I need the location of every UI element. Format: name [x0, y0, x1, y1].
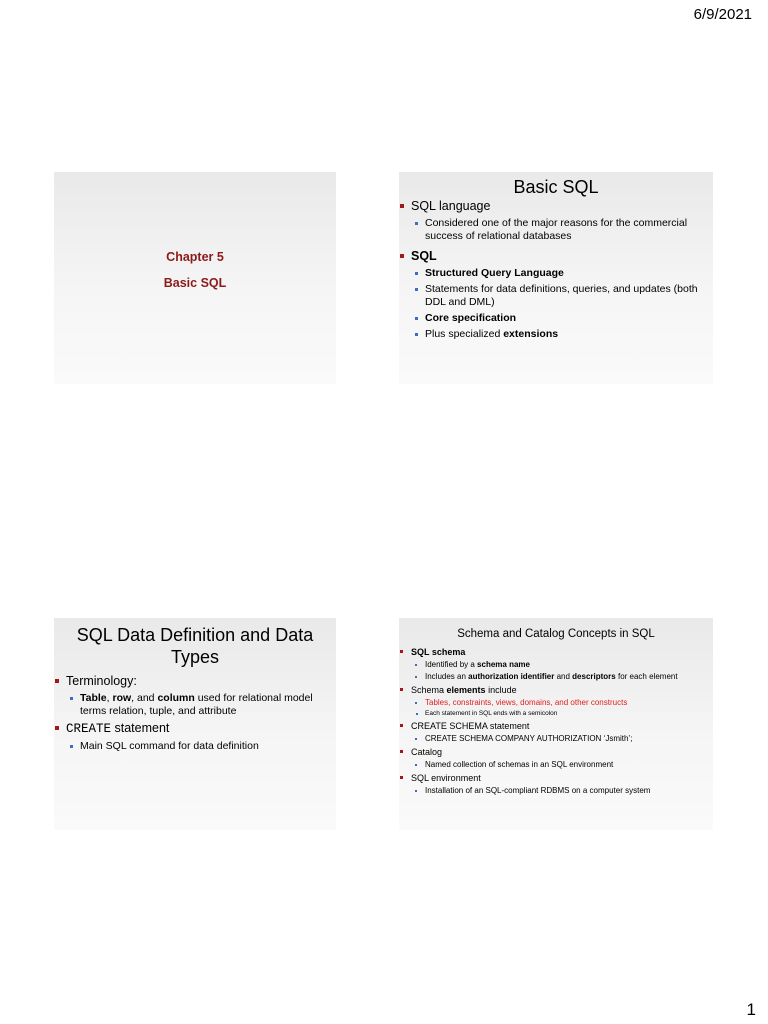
- bullet-square-icon: [70, 697, 73, 700]
- bullet-square-icon: [400, 204, 404, 208]
- page-number: 1: [746, 1000, 756, 1019]
- bullet-square-icon: [400, 254, 404, 258]
- bullet-square-icon: [400, 650, 403, 653]
- bullet-create-schema: CREATE SCHEMA statement: [399, 721, 713, 732]
- bullet-sql-schema: SQL schema: [399, 647, 713, 658]
- bullet-square-icon: [400, 776, 403, 779]
- bullet-square-icon: [415, 790, 417, 792]
- bullet-square-icon: [415, 333, 418, 336]
- bullet-square-icon: [415, 702, 417, 704]
- bullet-sql: SQL: [399, 249, 713, 264]
- chapter-name: Basic SQL: [163, 276, 227, 290]
- bullet-square-icon: [416, 713, 418, 715]
- bullet-square-icon: [415, 272, 418, 275]
- sub-bullet: Core specification: [413, 312, 713, 325]
- sub-bullet: Named collection of schemas in an SQL environment: [413, 760, 713, 770]
- slide-title: Basic SQL: [513, 177, 599, 197]
- bullet-schema-elements: Schema elements include: [399, 685, 713, 696]
- bullet-square-icon: [55, 726, 59, 730]
- bullet-sql-language: SQL language: [399, 199, 713, 214]
- bullet-square-icon: [415, 676, 417, 678]
- bullet-sql-environment: SQL environment: [399, 773, 713, 784]
- sub-bullet: Main SQL command for data definition: [68, 740, 336, 753]
- handout-date: 6/9/2021: [693, 6, 752, 23]
- slide-schema-catalog: [399, 618, 713, 830]
- sub-sub-bullet: Each statement in SQL ends with a semicolon: [413, 710, 713, 718]
- bullet-square-icon: [415, 317, 418, 320]
- sub-bullet: CREATE SCHEMA COMPANY AUTHORIZATION ‘Jsmith’;: [413, 734, 713, 744]
- sub-bullet: Plus specialized extensions: [413, 328, 713, 341]
- bullet-square-icon: [415, 288, 418, 291]
- bullet-square-icon: [400, 688, 403, 691]
- bullet-square-icon: [400, 724, 403, 727]
- sub-bullet: Table, row, and column used for relational model terms relation, tuple, and attribute: [68, 692, 336, 718]
- bullet-terminology: Terminology:: [54, 674, 336, 689]
- bullet-square-icon: [415, 738, 417, 740]
- slide-title: SQL Data Definition and Data Types: [76, 625, 314, 667]
- slide-data-definition: [54, 618, 336, 830]
- sub-bullet: Structured Query Language: [413, 267, 713, 280]
- sub-bullet: Includes an authorization identifier and descriptors for each element: [413, 672, 713, 682]
- sub-bullet: Statements for data definitions, queries, and updates (both DDL and DML): [413, 283, 713, 309]
- sub-bullet: Tables, constraints, views, domains, and other constructs: [413, 698, 713, 708]
- bullet-square-icon: [415, 764, 417, 766]
- slide-chapter-title: [54, 172, 336, 384]
- sub-bullet: Considered one of the major reasons for the commercial success of relational databases: [413, 217, 713, 243]
- sub-bullet: Installation of an SQL-compliant RDBMS on a computer system: [413, 786, 713, 796]
- chapter-number: Chapter 5: [166, 250, 224, 264]
- bullet-square-icon: [70, 745, 73, 748]
- bullet-square-icon: [55, 679, 59, 683]
- bullet-create-statement: CREATE statement: [54, 721, 336, 737]
- bullet-square-icon: [415, 664, 417, 666]
- sub-bullet: Identified by a schema name: [413, 660, 713, 670]
- slide-title: Schema and Catalog Concepts in SQL: [457, 628, 655, 640]
- bullet-square-icon: [415, 222, 418, 225]
- slide-basic-sql: [399, 172, 713, 384]
- bullet-square-icon: [400, 750, 403, 753]
- bullet-catalog: Catalog: [399, 747, 713, 758]
